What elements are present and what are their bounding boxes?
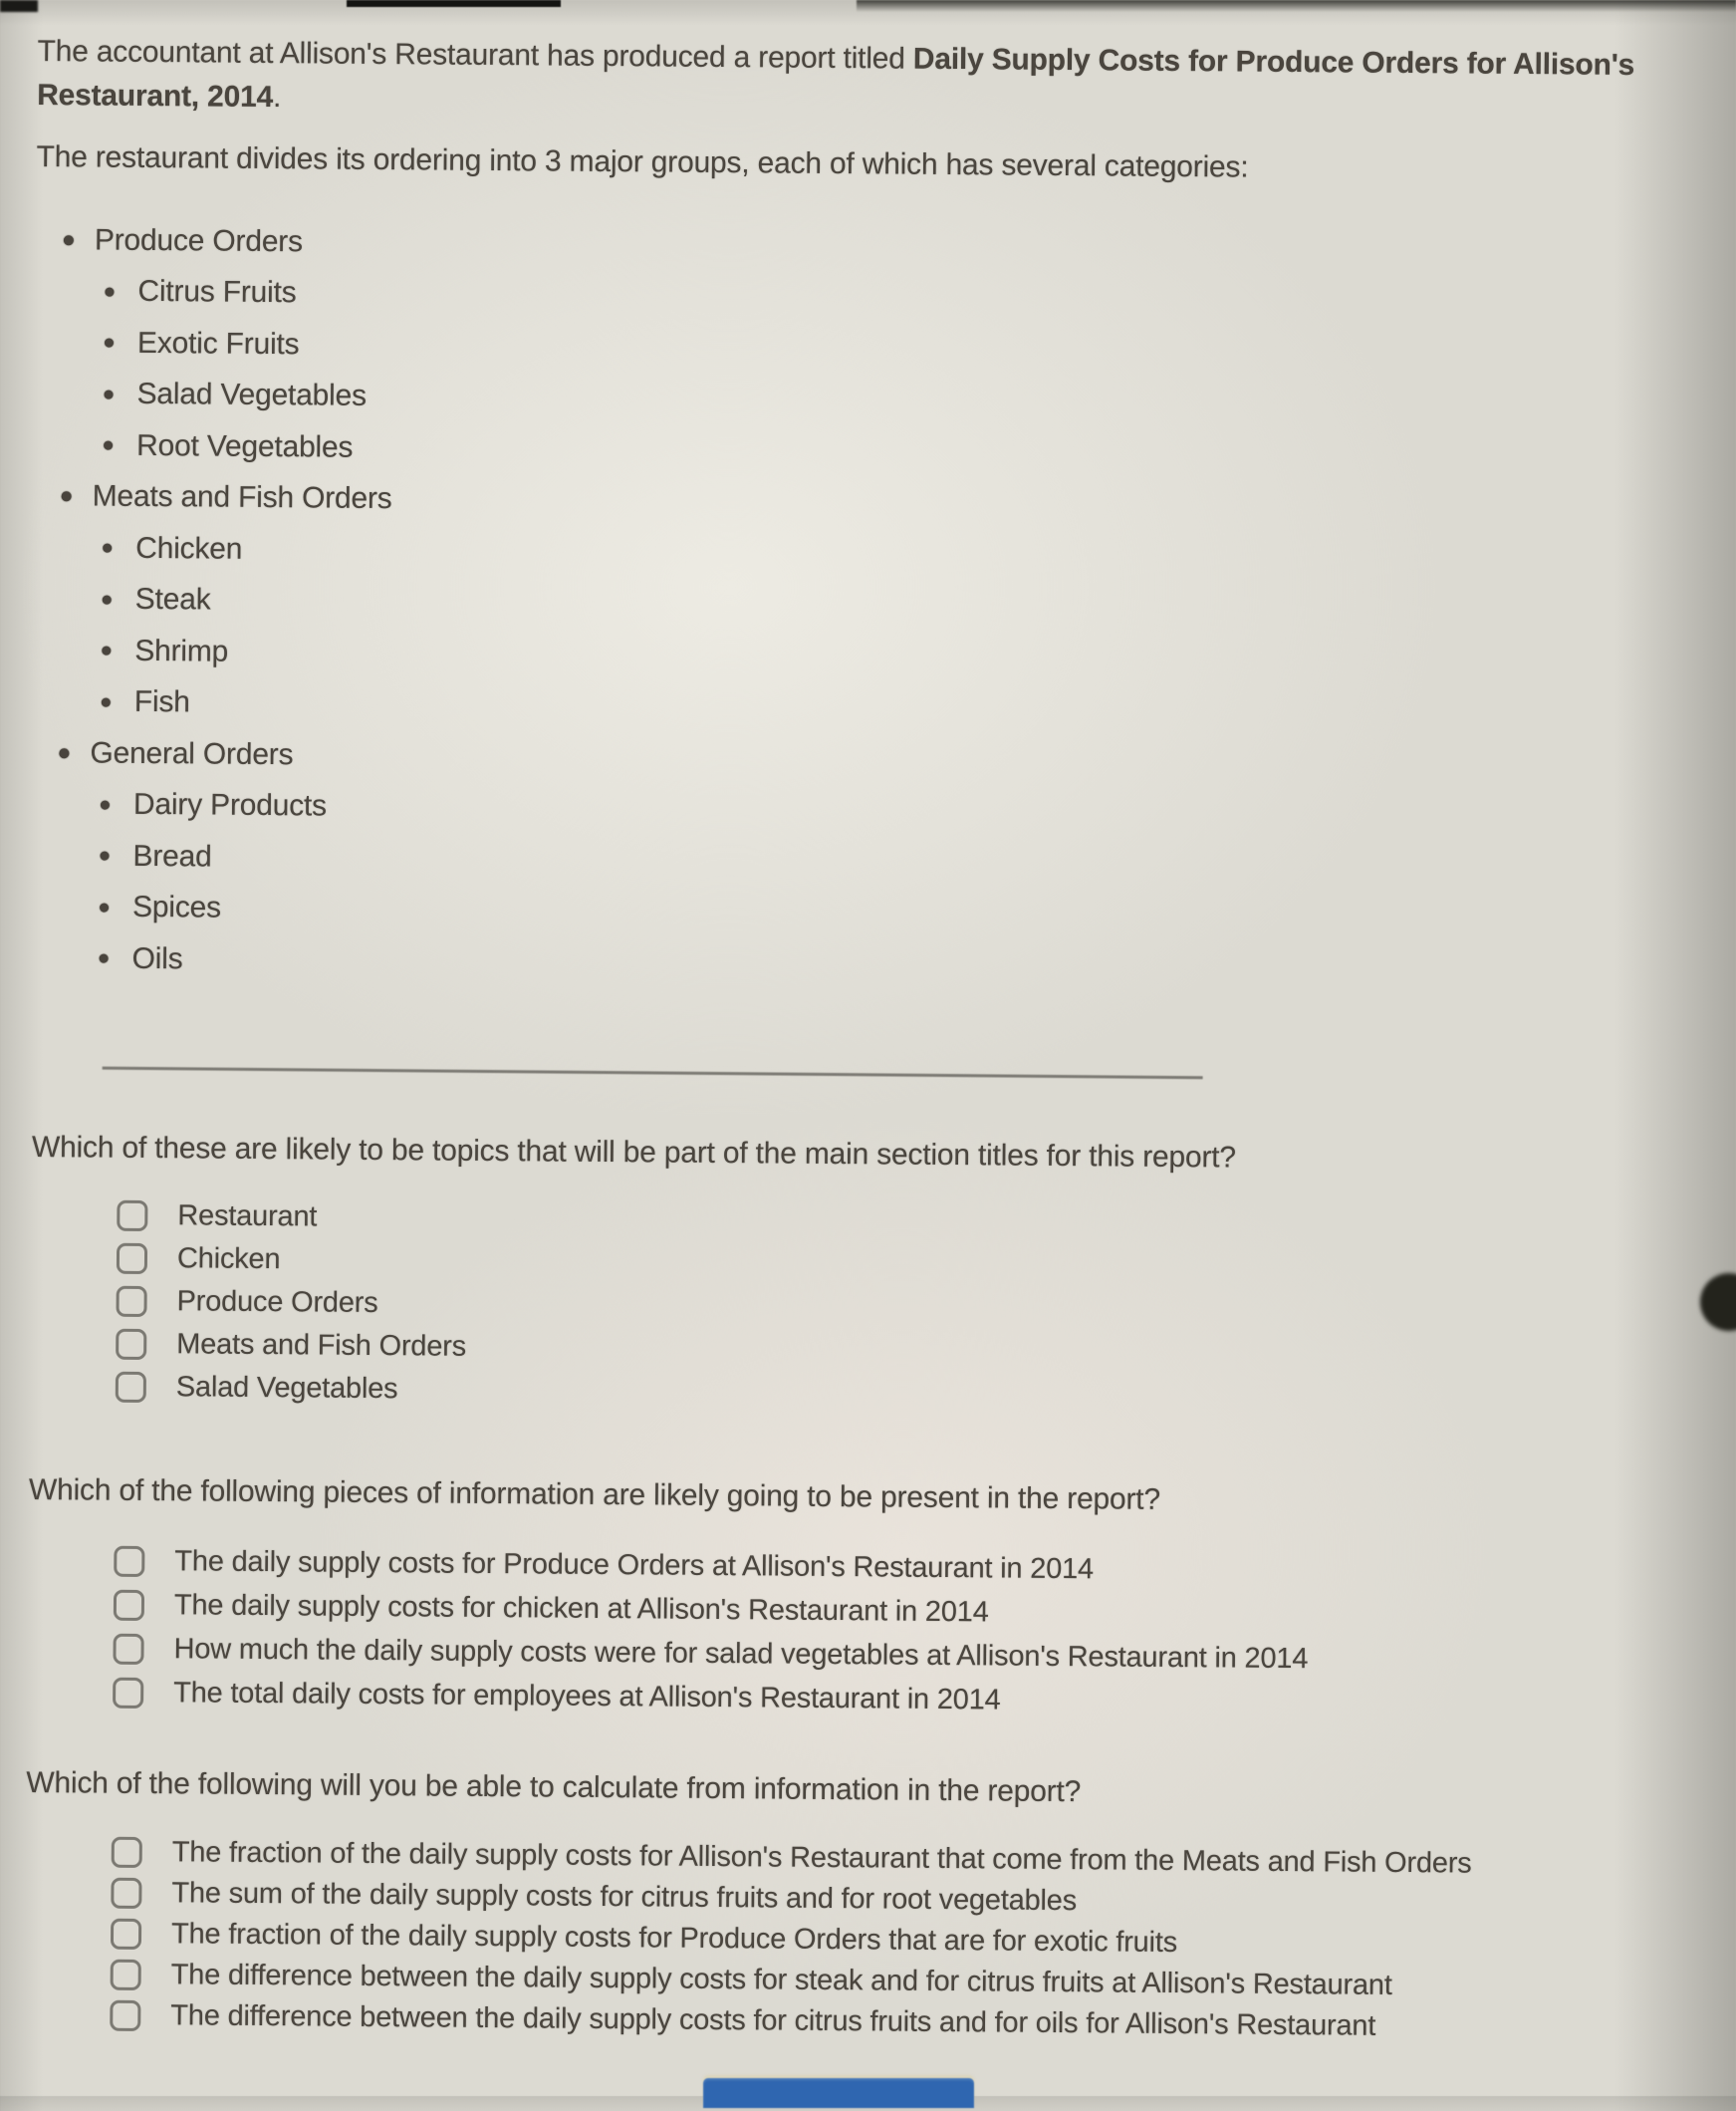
report-title: Daily Supply Costs for Produce Orders for Allison's Restaurant, 2014 (37, 42, 1635, 115)
order-category-label: Dairy Products (132, 788, 328, 823)
checkbox[interactable] (116, 1329, 146, 1360)
intro-paragraph (37, 30, 1703, 132)
order-category-item (54, 830, 950, 889)
bullet-icon (59, 748, 69, 758)
bullet-icon (101, 800, 110, 809)
option-label: The sum of the daily supply costs for citrus fruits and for root vegetables (171, 1877, 1078, 1918)
order-category-label: Shrimp (134, 634, 229, 668)
question-1-options (116, 1194, 1671, 1423)
checkbox[interactable] (111, 1960, 141, 1990)
bullet-icon (100, 852, 109, 861)
checkbox[interactable] (117, 1243, 147, 1274)
order-category-item (54, 882, 950, 940)
checkbox[interactable] (116, 1372, 146, 1403)
intro-text-before: The accountant at Allison's Restaurant has produced a report titled (37, 34, 913, 76)
checkbox[interactable] (117, 1200, 147, 1231)
option-label: Restaurant (177, 1199, 318, 1233)
checkbox[interactable] (114, 1589, 144, 1620)
order-category-label: Citrus Fruits (137, 275, 297, 310)
bullet-icon (105, 339, 114, 348)
bullet-icon (100, 954, 109, 963)
option-label: Salad Vegetables (175, 1371, 398, 1406)
order-category-item (56, 676, 952, 735)
order-category-label: Salad Vegetables (136, 378, 368, 413)
order-category-item (59, 317, 955, 376)
order-group-item (60, 214, 956, 273)
order-category-item (53, 932, 949, 991)
order-group-item (55, 727, 951, 786)
order-category-label: Fish (133, 685, 190, 719)
order-category-label: Exotic Fruits (136, 326, 300, 362)
intro-text-after: . (272, 81, 282, 115)
bullet-icon (102, 647, 111, 656)
checkbox[interactable] (114, 1545, 144, 1576)
order-group-item (57, 471, 953, 530)
checkbox[interactable] (110, 2000, 140, 2031)
option-label: The difference between the daily supply costs for steak and for citrus fruits at Allison's Restaurant (170, 1959, 1392, 2001)
option-label: The daily supply costs for chicken at Allison's Restaurant in 2014 (173, 1588, 989, 1628)
order-group-label: Meats and Fish Orders (92, 479, 392, 516)
checkbox[interactable] (111, 1919, 141, 1950)
order-category-label: Root Vegetables (135, 428, 354, 464)
order-group-label: Produce Orders (94, 223, 304, 259)
checkbox[interactable] (111, 1878, 141, 1909)
bullet-icon (62, 491, 72, 501)
bullet-icon (64, 235, 74, 245)
order-category-label: Chicken (135, 531, 243, 566)
groups-intro-line: The restaurant divides its ordering into 3 major groups, each of which has several categories: (36, 139, 1249, 184)
bullet-icon (103, 595, 112, 604)
checkbox[interactable] (116, 1286, 146, 1317)
checkbox[interactable] (112, 1837, 142, 1868)
question-3-prompt: Which of the following will you be able to calculate from information in the report? (26, 1765, 1082, 1809)
option-label: The difference between the daily supply costs for citrus fruits and for oils for Allison's Restaurant (170, 1999, 1376, 2042)
order-category-item (58, 369, 954, 427)
question-3-options (110, 1832, 1665, 2050)
order-group-label: General Orders (90, 736, 294, 771)
bullet-icon (104, 441, 113, 450)
question-1-prompt: Which of these are likely to be topics that will be part of the main section titles for this report? (31, 1130, 1236, 1175)
order-category-item (58, 419, 954, 478)
bullet-icon (102, 697, 111, 706)
bullet-icon (105, 287, 114, 296)
option-label: Produce Orders (176, 1285, 378, 1320)
bullet-icon (105, 390, 114, 398)
option-label: Meats and Fish Orders (176, 1328, 467, 1363)
section-divider (103, 1067, 1203, 1080)
bullet-icon (103, 544, 112, 553)
order-category-item (57, 574, 953, 633)
option-label: The fraction of the daily supply costs for Allison's Restaurant that come from the Meats and Fish Orders (171, 1836, 1472, 1880)
question-2-prompt: Which of the following pieces of information are likely going to be present in the report? (28, 1472, 1161, 1516)
checkbox[interactable] (113, 1633, 143, 1664)
option-label: Chicken (176, 1242, 281, 1276)
bullet-icon (100, 903, 109, 912)
option-label: The daily supply costs for Produce Orders at Allison's Restaurant in 2014 (174, 1544, 1095, 1585)
order-category-label: Oils (131, 941, 183, 976)
submit-button-partial[interactable] (703, 2078, 974, 2108)
option-label: How much the daily supply costs were for salad vegetables at Allison's Restaurant in 2014 (173, 1632, 1309, 1675)
order-category-item (56, 625, 952, 683)
order-category-label: Spices (131, 891, 222, 924)
orders-list (53, 214, 956, 991)
option-label: The total daily costs for employees at Allison's Restaurant in 2014 (173, 1676, 1001, 1715)
order-category-label: Bread (132, 839, 212, 874)
order-category-item (57, 522, 953, 581)
option-label: The fraction of the daily supply costs for Produce Orders that are for exotic fruits (170, 1918, 1178, 1960)
question-2-options (113, 1539, 1667, 1728)
order-category-label: Steak (134, 583, 211, 617)
checkbox[interactable] (113, 1677, 143, 1708)
order-category-item (59, 266, 955, 325)
order-category-item (55, 779, 951, 838)
